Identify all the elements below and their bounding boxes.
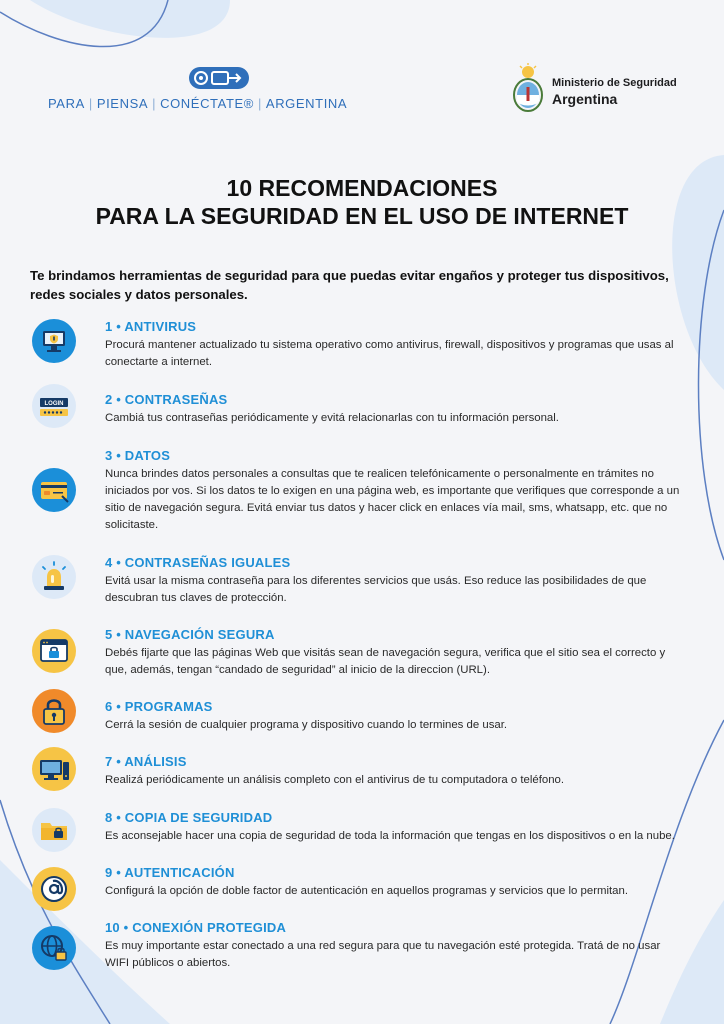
at-sign-icon <box>32 867 76 911</box>
recommendation-text: Es aconsejable hacer una copia de seguridad de toda la información que tengas en los dispositivos o en la nube. <box>105 830 675 842</box>
recommendation-text: Configurá la opción de doble factor de autenticación en aquellos programas y servicios que lo permitan. <box>105 885 629 897</box>
connect-logo-icon <box>188 66 250 90</box>
ministry-country: Argentina <box>552 91 618 107</box>
recommendation-heading: 6 • PROGRAMAS <box>105 699 213 714</box>
recommendation-text: Realizá periódicamente un análisis completo con el antivirus de tu computadora o teléfono. <box>105 774 565 786</box>
folder-backup-icon <box>32 808 76 852</box>
recommendation-text: Cambiá tus contraseñas periódicamente y evitá relacionarlas con tu información personal. <box>105 412 559 424</box>
recommendation-heading: 8 • COPIA DE SEGURIDAD <box>105 810 273 825</box>
recommendation-heading: 10 • CONEXIÓN PROTEGIDA <box>105 920 287 935</box>
alarm-light-icon <box>32 555 76 599</box>
intro-paragraph: Te brindamos herramientas de seguridad para que puedas evitar engaños y proteger tus dispositivos, redes sociales y datos personales. <box>30 268 669 302</box>
credit-card-icon <box>32 468 76 512</box>
recommendation-text: Evitá usar la misma contraseña para los diferentes servicios que usás. Eso reduce las posibilidades de que descubran tus claves de protección. <box>105 575 647 604</box>
ministry-name: Ministerio de Seguridad <box>552 77 677 89</box>
recommendation-text: Debés fijarte que las páginas Web que visitás sean de navegación segura, verifica que el sitio sea el correcto y que, además, tengan “candado de seguridad” al inicio de la direccion (URL). <box>105 647 666 676</box>
recommendation-text: Cerrá la sesión de cualquier programa y dispositivo cuando lo termines de usar. <box>105 719 508 731</box>
national-seal-icon <box>510 63 546 113</box>
secure-browser-icon <box>32 629 76 673</box>
globe-lock-icon <box>32 926 76 970</box>
title-line-2: PARA LA SEGURIDAD EN EL USO DE INTERNET <box>95 203 629 229</box>
recommendation-heading: 1 • ANTIVIRUS <box>105 319 197 334</box>
recommendation-text: Nunca brindes datos personales a consultas que te realicen telefónicamente o personalmente en trámites no iniciados por vos. Si los datos te lo exigen en una página web, es importante que verifiques que corresponde a un sitio de navegación segura. Evitá enviar tus datos y hacer click en enlaces vía mail, sms, whatsapp, etc. que no solicitaste. <box>105 468 680 531</box>
recommendation-heading: 9 • AUTENTICACIÓN <box>105 865 235 880</box>
title-line-1: 10 RECOMENDACIONES <box>226 175 498 201</box>
recommendation-text: Es muy importante estar conectado a una red segura para que tu navegación esté protegida. Tratá de no usar WIFI públicos o abiertos. <box>105 940 661 969</box>
computer-icon <box>32 747 76 791</box>
recommendation-heading: 5 • NAVEGACIÓN SEGURA <box>105 627 275 642</box>
campaign-words: PARA | PIENSA | CONÉCTATE® | ARGENTINA <box>48 96 348 111</box>
campaign-word: ARGENTINA <box>265 96 348 111</box>
page-title <box>0 174 724 230</box>
shield-monitor-icon <box>32 319 76 363</box>
recommendation-heading: 7 • ANÁLISIS <box>105 754 187 769</box>
login-label: LOGIN <box>44 401 64 407</box>
recommendation-text: Procurá mantener actualizado tu sistema operativo como antivirus, firewall, dispositivos y programas que usas al conectarte a internet. <box>105 339 674 368</box>
campaign-word: PARA <box>48 96 85 111</box>
recommendation-heading: 2 • CONTRASEÑAS <box>105 392 228 407</box>
recommendation-heading: 4 • CONTRASEÑAS IGUALES <box>105 555 291 570</box>
campaign-word: PIENSA <box>96 96 149 111</box>
login-password-icon <box>32 384 76 428</box>
padlock-icon <box>32 689 76 733</box>
recommendation-heading: 3 • DATOS <box>105 448 171 463</box>
campaign-word: CONÉCTATE® <box>160 96 254 111</box>
